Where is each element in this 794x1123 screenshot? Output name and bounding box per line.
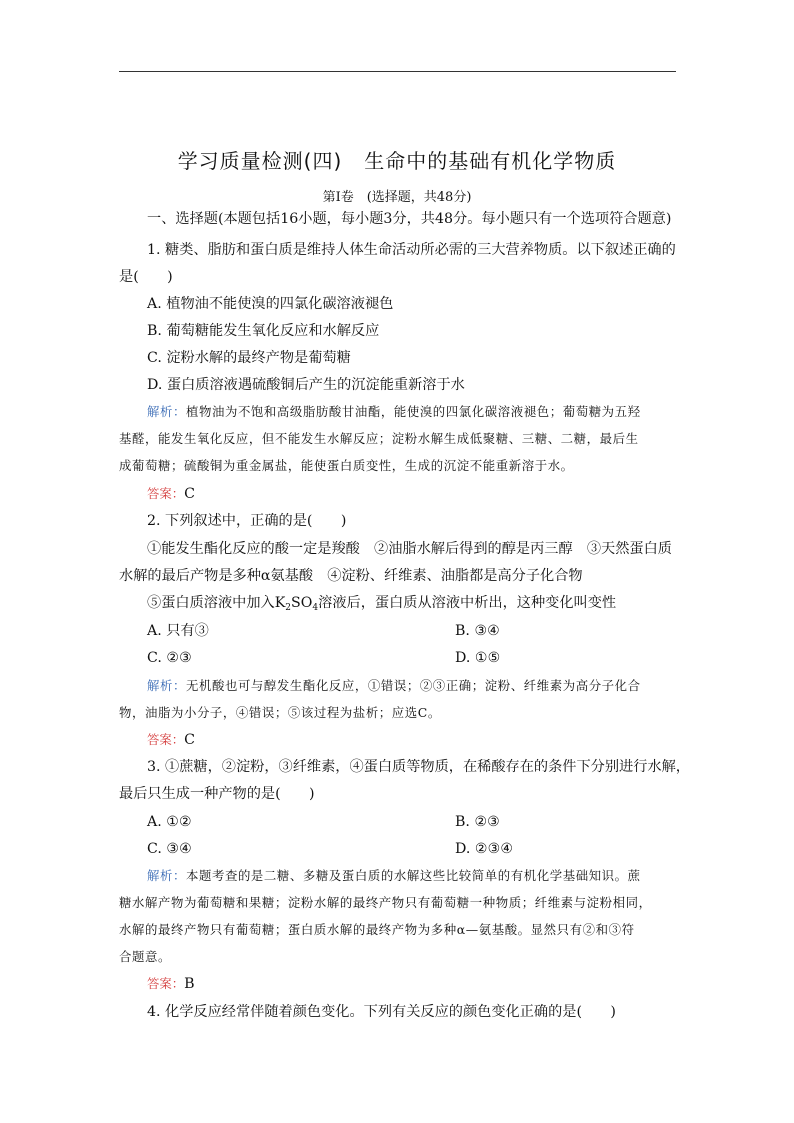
q2-s5-part3: 溶液后，蛋白质从溶液中析出，这种变化叫变性 bbox=[318, 595, 617, 611]
q2-statement-line1: ①能发生酯化反应的酸一定是羧酸 ②油脂水解后得到的醇是丙三醇 ③天然蛋白质 bbox=[147, 541, 672, 557]
q2-explanation-line1 bbox=[147, 676, 707, 696]
q1-stem-line1: 1. 糖类、脂肪和蛋白质是维持人体生命活动所必需的三大营养物质。以下叙述正确的 bbox=[147, 242, 676, 258]
q3-answer-value: B bbox=[184, 976, 195, 992]
q3-option-c: C. ③④ bbox=[147, 841, 192, 857]
q2-explanation-text1: 无机酸也可与醇发生酯化反应，①错误；②③正确；淀粉、纤维素为高分子化合 bbox=[185, 678, 641, 693]
title-left: 学习质量检测(四) bbox=[177, 149, 343, 173]
q3-option-a: A. ①② bbox=[147, 814, 192, 830]
q2-statement-line2: 水解的最后产物是多种α氨基酸 ④淀粉、纤维素、油脂都是高分子化合物 bbox=[119, 568, 583, 584]
q2-option-d: D. ①⑤ bbox=[455, 650, 501, 666]
q1-option-b: B. 葡萄糖能发生氧化反应和水解反应 bbox=[147, 323, 380, 339]
q1-answer-label: 答案： bbox=[147, 486, 185, 501]
q2-statement-line3 bbox=[147, 593, 707, 618]
q1-explanation-text1: 植物油为不饱和高级脂肪酸甘油酯，能使溴的四氯化碳溶液褪色；葡萄糖为五羟 bbox=[185, 404, 641, 419]
q3-option-d: D. ②③④ bbox=[455, 841, 514, 857]
q3-explanation-line1 bbox=[147, 866, 707, 886]
q2-s5-part2: SO bbox=[291, 595, 313, 611]
q3-explanation-line2: 糖水解产物为葡萄糖和果糖；淀粉水解的最终产物只有葡萄糖一种物质；纤维素与淀粉相同， bbox=[119, 895, 652, 910]
q3-explanation-text1: 本题考查的是二糖、多糖及蛋白质的水解这些比较简单的有机化学基础知识。蔗 bbox=[185, 868, 641, 883]
q2-s5-sub2: 4 bbox=[312, 603, 319, 613]
q2-explanation-line2: 物，油脂为小分子，④错误；⑤该过程为盐析；应选C。 bbox=[119, 705, 441, 720]
page-title bbox=[0, 145, 794, 174]
q1-explanation-line3: 成葡萄糖；硫酸铜为重金属盐，能使蛋白质变性，生成的沉淀不能重新溶于水。 bbox=[119, 458, 574, 473]
q2-option-b: B. ③④ bbox=[455, 623, 500, 639]
header-rule bbox=[119, 71, 676, 72]
q3-stem-line1: 3. ①蔗糖，②淀粉，③纤维素，④蛋白质等物质，在稀酸存在的条件下分别进行水解， bbox=[147, 759, 690, 775]
part-heading: 一、选择题(本题包括16小题，每小题3分，共48分。每小题只有一个选项符合题意) bbox=[147, 211, 672, 227]
q1-option-a: A. 植物油不能使溴的四氯化碳溶液褪色 bbox=[147, 296, 394, 312]
q2-stem: 2. 下列叙述中，正确的是( ) bbox=[147, 513, 347, 529]
q1-explanation-line1 bbox=[147, 402, 707, 422]
q1-option-c: C. 淀粉水解的最终产物是葡萄糖 bbox=[147, 350, 351, 366]
section-heading: 第Ⅰ卷 (选择题，共48分) bbox=[322, 190, 472, 205]
q2-s5-sub1: 2 bbox=[285, 603, 292, 613]
q1-answer-value: C bbox=[184, 486, 196, 502]
q3-explanation-line4: 合题意。 bbox=[119, 949, 171, 964]
q2-answer-value: C bbox=[184, 732, 196, 748]
q3-stem-line2: 最后只生成一种产物的是( ) bbox=[119, 786, 315, 802]
q2-option-c: C. ②③ bbox=[147, 650, 192, 666]
title-right: 生命中的基础有机化学物质 bbox=[364, 149, 617, 173]
q3-explanation-line3: 水解的最终产物只有葡萄糖；蛋白质水解的最终产物为多种α—氨基酸。显然只有②和③符 bbox=[119, 922, 635, 937]
q3-answer-label: 答案： bbox=[147, 976, 185, 991]
q3-option-b: B. ②③ bbox=[455, 814, 500, 830]
q1-option-d: D. 蛋白质溶液遇硫酸铜后产生的沉淀能重新溶于水 bbox=[147, 377, 465, 393]
q1-explanation-line2: 基醛，能发生氧化反应，但不能发生水解反应；淀粉水解生成低聚糖、三糖、二糖，最后生 bbox=[119, 431, 639, 446]
q2-s5-part1: ⑤蛋白质溶液中加入K bbox=[147, 595, 286, 611]
q1-stem-line2: 是( ) bbox=[119, 269, 173, 285]
q3-answer bbox=[147, 974, 707, 994]
q1-explanation-label: 解析： bbox=[147, 404, 186, 419]
q2-answer bbox=[147, 730, 707, 750]
q1-answer bbox=[147, 484, 707, 504]
q2-explanation-label: 解析： bbox=[147, 678, 186, 693]
q2-option-a: A. 只有③ bbox=[147, 623, 209, 639]
q3-explanation-label: 解析： bbox=[147, 868, 186, 883]
q2-answer-label: 答案： bbox=[147, 732, 185, 747]
q4-stem: 4. 化学反应经常伴随着颜色变化。下列有关反应的颜色变化正确的是( ) bbox=[147, 1004, 616, 1020]
